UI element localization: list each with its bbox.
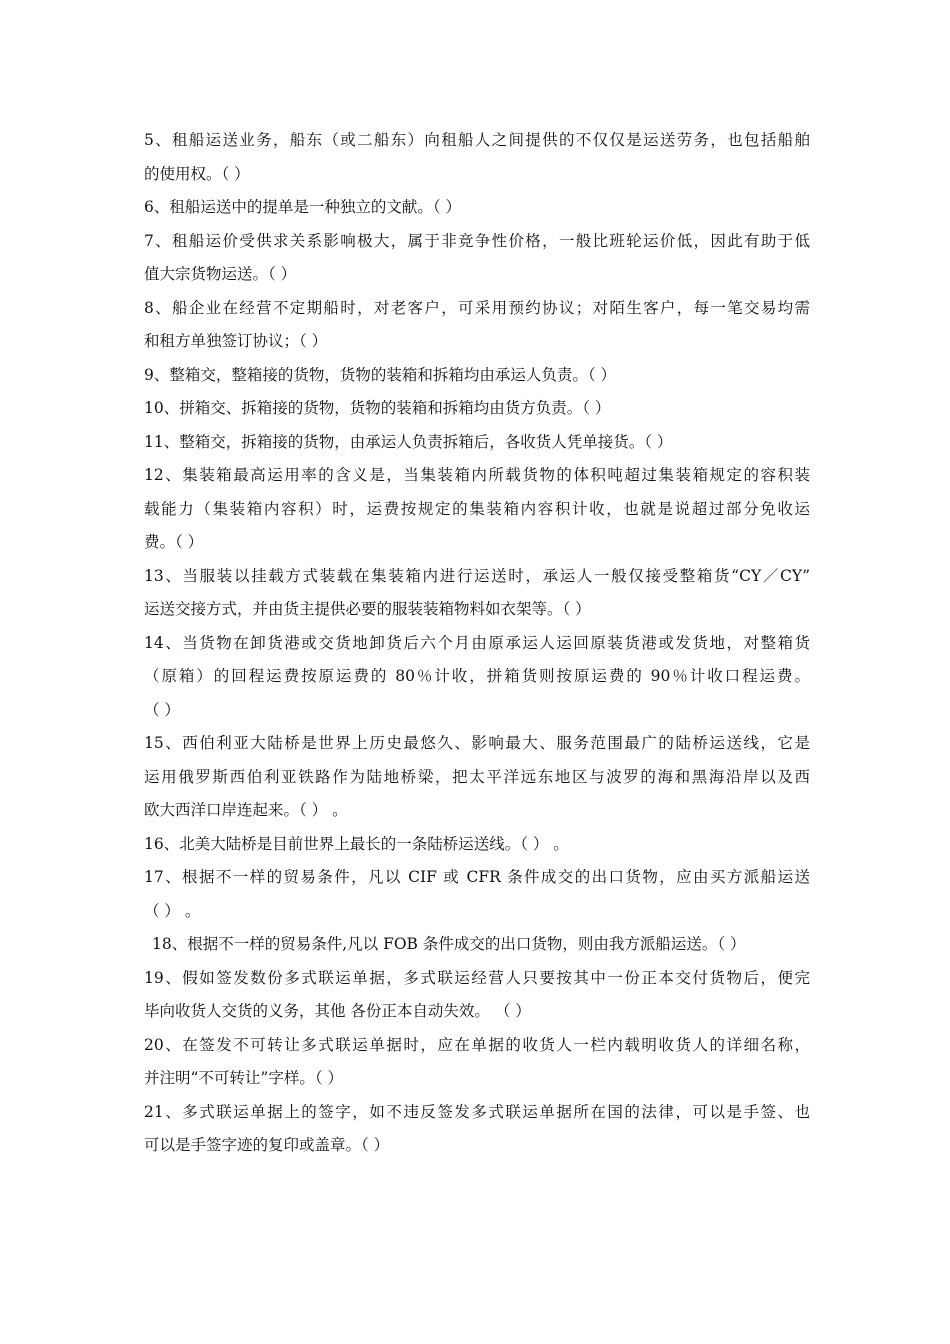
text-line: 并注明“不可转让”字样。（ ） bbox=[144, 1069, 344, 1087]
text-line: 15、西伯利亚大陆桥是世界上历史最悠久、影响最大、服务范围最广的陆桥运送线，它是 bbox=[144, 734, 810, 752]
text-line: 20、在签发不可转让多式联运单据时，应在单据的收货人一栏内载明收货人的详细名称， bbox=[144, 1035, 810, 1054]
text-line: 19、假如签发数份多式联运单据，多式联运经营人只要按其中一份正本交付货物后，便完 bbox=[144, 968, 810, 987]
text-line: （ ） 。 bbox=[144, 901, 201, 920]
question-list bbox=[144, 124, 810, 1163]
text-line: 5、租船运送业务，船东（或二船东）向租船人之间提供的不仅仅是运送劳务，也包括船舶 bbox=[144, 131, 810, 149]
text-line: 运送交接方式，并由货主提供必要的服装装箱物料如衣架等。（ ） bbox=[144, 600, 591, 618]
text-line: 9、整箱交，整箱接的货物，货物的装箱和拆箱均由承运人负责。（ ） bbox=[144, 365, 617, 384]
text-line: 和租方单独签订协议；（ ） bbox=[144, 332, 328, 350]
text-line: 11、整箱交，拆箱接的货物，由承运人负责拆箱后，各收货人凭单接货。（ ） bbox=[144, 432, 673, 451]
text-line: 载能力（集装箱内容积）时，运费按规定的集装箱内容积计收，也就是说超过部分免收运 bbox=[144, 499, 810, 518]
text-line: 费。（ ） bbox=[144, 533, 204, 551]
text-line: 运用俄罗斯西伯利亚铁路作为陆地桥梁，把太平洋远东地区与波罗的海和黑海沿岸以及西 bbox=[144, 767, 810, 786]
text-line: 的使用权。（ ） bbox=[144, 164, 250, 183]
text-line: 21、多式联运单据上的签字，如不违反签发多式联运单据所在国的法律，可以是手签、也 bbox=[144, 1102, 810, 1121]
text-line: 12、集装箱最高运用率的含义是，当集装箱内所载货物的体积吨超过集装箱规定的容积装 bbox=[144, 466, 810, 484]
text-line: 值大宗货物运送。（ ） bbox=[144, 265, 297, 283]
text-line: 毕向收货人交货的义务，其他 各份正本自动失效。 （ ） bbox=[144, 1002, 531, 1020]
text-line: 10、拼箱交、拆箱接的货物，货物的装箱和拆箱均由货方负责。（ ） bbox=[144, 399, 611, 417]
text-line: 8、船企业在经营不定期船时，对老客户，可采用预约协议；对陌生客户，每一笔交易均需 bbox=[144, 298, 810, 317]
text-line: （原箱）的回程运费按原运费的 80％计收，拼箱货则按原运费的 90％计收口程运费。 bbox=[144, 667, 810, 685]
text-line: 7、租船运价受供求关系影响极大，属于非竞争性价格，一般比班轮运价低，因此有助于低 bbox=[144, 231, 810, 250]
text-line: 14、当货物在卸货港或交货地卸货后六个月由原承运人运回原装货港或发货地，对整箱货 bbox=[144, 633, 810, 652]
text-line: 17、根据不一样的贸易条件，凡以 CIF 或 CFR 条件成交的出口货物，应由买方派船运送 bbox=[144, 868, 810, 886]
text-line: 可以是手签字迹的复印或盖章。（ ） bbox=[144, 1136, 390, 1154]
text-line: 18、根据不一样的贸易条件,凡以 FOB 条件成交的出口货物，则由我方派船运送。（ ） bbox=[152, 935, 746, 953]
text-line: 16、北美大陆桥是目前世界上最长的一条陆桥运送线。（ ） 。 bbox=[144, 834, 569, 853]
text-line: 欧大西洋口岸连起来。（ ） 。 bbox=[144, 801, 348, 819]
text-line: 13、当服装以挂载方式装载在集装箱内进行运送时，承运人一般仅接受整箱货“CY／CY” bbox=[144, 566, 810, 585]
text-line: （ ） bbox=[144, 700, 180, 719]
text-line: 6、租船运送中的提单是一种独立的文献。（ ） bbox=[144, 198, 462, 216]
